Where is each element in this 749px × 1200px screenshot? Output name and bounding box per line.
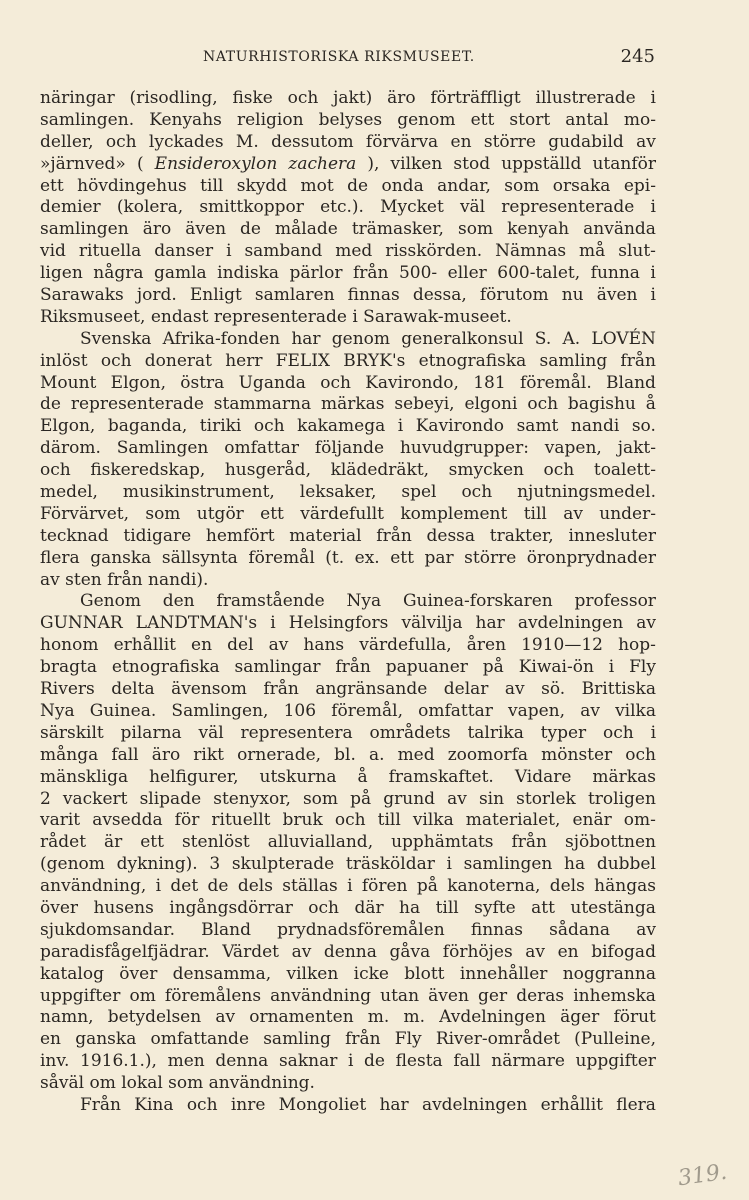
text-line: Från Kina och inre Mongoliet har avdelningen erhållit flera (80, 1094, 656, 1115)
text-line: sjukdomsandar. Bland prydnadsföremålen finnas sådana av (40, 919, 656, 940)
page-number: 245 (620, 46, 655, 67)
text-line: samlingen. Kenyahs religion belyses genom ett stort antal mo- (40, 109, 656, 130)
text-line: Förvärvet, som utgör ett värdefullt komplement till av under- (40, 503, 656, 524)
page-header (203, 46, 655, 70)
text-line: många fall äro rikt ornerade, bl. a. med zoomorfa mönster och (40, 744, 656, 765)
text-line: mänskliga helfigurer, utskurna å framskaftet. Vidare märkas (40, 766, 656, 787)
text-line: flera ganska sällsynta föremål (t. ex. ett par större öronprydnader (40, 547, 656, 568)
text-line: såväl om lokal som användning. (40, 1073, 315, 1094)
text-line: rådet är ett stenlöst alluvialland, upphämtats från sjöbottnen (40, 832, 656, 853)
text-line: Rivers delta ävensom från angränsande delar av sö. Brittiska (40, 679, 656, 700)
text-line: uppgifter om föremålens användning utan även ger deras inhemska (40, 985, 656, 1006)
text-line: 2 vackert slipade stenyxor, som på grund av sin storlek troligen (40, 788, 656, 809)
text-line: inlöst och donerat herr FELIX BRYK's etnografiska samling från (40, 350, 656, 371)
text-line: vid rituella danser i samband med risskörden. Nämnas må slut- (40, 241, 656, 262)
text-line: av sten från nandi). (40, 569, 209, 590)
text-line: därom. Samlingen omfattar följande huvudgrupper: vapen, jakt- (40, 438, 656, 459)
text-line: deller, och lyckades M. dessutom förvärva en större gudabild av (40, 131, 656, 152)
body-text (40, 88, 656, 1117)
text-line: GUNNAR LANDTMAN's i Helsingfors välvilja har avdelningen av (40, 613, 656, 634)
text-line: paradisfågelfjädrar. Värdet av denna gåva förhöjes av en bifogad (40, 941, 656, 962)
text-line: demier (kolera, smittkoppor etc.). Mycket väl representerade i (40, 197, 656, 218)
text-line: (genom dykning). 3 skulpterade träsköldar i samlingen ha dubbel (40, 854, 656, 875)
text-line: varit avsedda för rituellt bruk och till vilka materialet, enär om- (40, 810, 656, 831)
text-line: en ganska omfattande samling från Fly River-området (Pulleine, (40, 1029, 656, 1050)
text-line: de representerade stammarna märkas sebeyi, elgoni och bagishu å (40, 394, 656, 415)
text-line: användning, i det de dels ställas i fören på kanoterna, dels hängas (40, 876, 656, 897)
text-line: honom erhållit en del av hans värdefulla, åren 1910—12 hop- (40, 635, 656, 656)
text-line: tecknad tidigare hemfört material från dessa trakter, innesluter (40, 525, 656, 546)
text-line: katalog över densamma, vilken icke blott innehåller noggranna (40, 963, 656, 984)
text-line: Elgon, baganda, tiriki och kakamega i Kavirondo samt nandi so. (40, 416, 656, 437)
text-line: samlingen äro även de målade trämasker, som kenyah använda (40, 219, 656, 240)
text-line: »järnved» ( Ensideroxylon zachera ), vilken stod uppställd utanför (40, 153, 656, 174)
text-line: Mount Elgon, östra Uganda och Kavirondo, 181 föremål. Bland (40, 372, 656, 393)
running-head: NATURHISTORISKA RIKSMUSEET. (203, 49, 475, 65)
text-line: Riksmuseet, endast representerade i Sarawak-museet. (40, 306, 512, 327)
text-line: Nya Guinea. Samlingen, 106 föremål, omfattar vapen, av vilka (40, 700, 656, 721)
text-line: bragta etnografiska samlingar från papuaner på Kiwai-ön i Fly (40, 657, 656, 678)
text-line: över husens ingångsdörrar och där ha till syfte att utestänga (40, 897, 656, 918)
text-line: medel, musikinstrument, leksaker, spel och njutningsmedel. (40, 482, 656, 503)
text-line: namn, betydelsen av ornamenten m. m. Avdelningen äger förut (40, 1007, 656, 1028)
text-line: Sarawaks jord. Enligt samlaren finnas dessa, förutom nu även i (40, 285, 656, 306)
text-line: Svenska Afrika-fonden har genom generalkonsul S. A. LOVÉN (80, 328, 656, 349)
text-line: näringar (risodling, fiske och jakt) äro förträffligt illustrerade i (40, 88, 656, 108)
text-line: särskilt pilarna väl representera områdets talrika typer och i (40, 722, 656, 743)
text-line: ligen några gamla indiska pärlor från 500- eller 600-talet, funna i (40, 263, 656, 284)
handwritten-page-mark: 319. (676, 1159, 729, 1192)
text-line: och fiskeredskap, husgeråd, klädedräkt, smycken och toalett- (40, 460, 656, 481)
text-line: inv. 1916.1.), men denna saknar i de flesta fall närmare uppgifter (40, 1051, 656, 1072)
text-line: ett hövdingehus till skydd mot de onda andar, som orsaka epi- (40, 175, 656, 196)
text-line: Genom den framstående Nya Guinea-forskaren professor (80, 591, 656, 612)
